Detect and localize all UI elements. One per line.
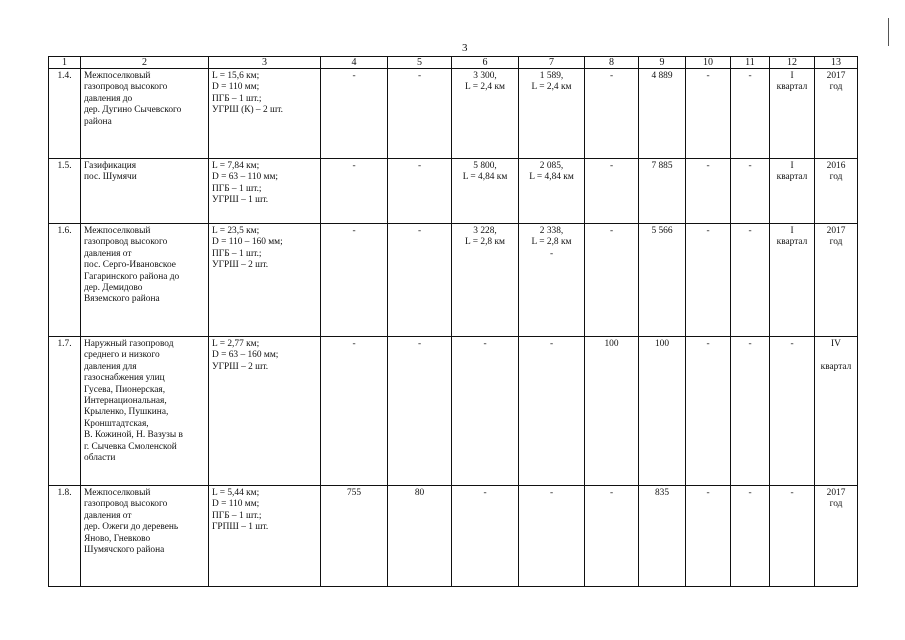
specs-cell: L = 2,77 км; D = 63 – 160 мм; УГРШ – 2 шт. — [209, 337, 321, 486]
year-cell: 2017 год — [815, 224, 858, 337]
header-row — [49, 57, 858, 69]
value-cell-11: - — [731, 159, 770, 224]
value-cell-10: - — [686, 159, 731, 224]
quarter-cell: I квартал — [770, 224, 815, 337]
row-number-cell: 1.5. — [49, 159, 81, 224]
header-cell: 4 — [321, 57, 388, 69]
total-cell: 4 889 — [639, 69, 686, 159]
object-name-cell: Наружный газопровод среднего и низкого давления для газоснабжения улиц Гусева, Пионерская, Интернациональная, Крыленко, Пушкина, Кронштадтская, В. Кожиной, Н. Вазузы в г. Сычевка Смоленской области — [81, 337, 209, 486]
header-cell: 12 — [770, 57, 815, 69]
value-cell-5: - — [388, 337, 452, 486]
value-cell-8: - — [585, 69, 639, 159]
value-cell-4: - — [321, 159, 388, 224]
total-cell: 7 885 — [639, 159, 686, 224]
quarter-cell: - — [770, 486, 815, 587]
header-cell: 6 — [452, 57, 519, 69]
value-cell-5: 80 — [388, 486, 452, 587]
value-cell-7: - — [519, 337, 585, 486]
value-cell-7: 1 589, L = 2,4 км — [519, 69, 585, 159]
header-cell: 10 — [686, 57, 731, 69]
object-name-cell: Газификация пос. Шумячи — [81, 159, 209, 224]
table-row — [49, 337, 858, 486]
value-cell-4: - — [321, 337, 388, 486]
value-cell-10: - — [686, 224, 731, 337]
header-cell: 8 — [585, 57, 639, 69]
quarter-cell: - — [770, 337, 815, 486]
value-cell-11: - — [731, 337, 770, 486]
row-number-cell: 1.8. — [49, 486, 81, 587]
data-table — [48, 56, 858, 587]
value-cell-11: - — [731, 69, 770, 159]
value-cell-10: - — [686, 486, 731, 587]
header-cell: 2 — [81, 57, 209, 69]
table-row — [49, 69, 858, 159]
value-cell-6: 3 228, L = 2,8 км — [452, 224, 519, 337]
total-cell: 100 — [639, 337, 686, 486]
value-cell-4: 755 — [321, 486, 388, 587]
row-number-cell: 1.7. — [49, 337, 81, 486]
value-cell-6: - — [452, 486, 519, 587]
value-cell-5: - — [388, 224, 452, 337]
specs-cell: L = 5,44 км; D = 110 мм; ПГБ – 1 шт.; ГРПШ – 1 шт. — [209, 486, 321, 587]
value-cell-7: - — [519, 486, 585, 587]
value-cell-5: - — [388, 159, 452, 224]
year-cell: 2017 год — [815, 69, 858, 159]
header-cell: 11 — [731, 57, 770, 69]
value-cell-11: - — [731, 486, 770, 587]
table-row — [49, 159, 858, 224]
value-cell-11: - — [731, 224, 770, 337]
header-cell: 7 — [519, 57, 585, 69]
row-number-cell: 1.4. — [49, 69, 81, 159]
value-cell-7: 2 338, L = 2,8 км - — [519, 224, 585, 337]
object-name-cell: Межпоселковый газопровод высокого давления от дер. Ожеги до деревень Яново, Гневково Шумячского района — [81, 486, 209, 587]
object-name-cell: Межпоселковый газопровод высокого давления от пос. Серго-Ивановское Гагаринского района до дер. Демидово Вяземского района — [81, 224, 209, 337]
header-cell: 9 — [639, 57, 686, 69]
year-cell: IV квартал — [815, 337, 858, 486]
page-number: 3 — [462, 42, 468, 54]
specs-cell: L = 15,6 км; D = 110 мм; ПГБ – 1 шт.; УГРШ (К) – 2 шт. — [209, 69, 321, 159]
quarter-cell: I квартал — [770, 159, 815, 224]
object-name-cell: Межпоселковый газопровод высокого давления до дер. Дугино Сычевского района — [81, 69, 209, 159]
table-row — [49, 224, 858, 337]
total-cell: 5 566 — [639, 224, 686, 337]
header-cell: 3 — [209, 57, 321, 69]
value-cell-8: - — [585, 159, 639, 224]
header-cell: 5 — [388, 57, 452, 69]
quarter-cell: I квартал — [770, 69, 815, 159]
header-cell: 13 — [815, 57, 858, 69]
value-cell-4: - — [321, 69, 388, 159]
value-cell-6: 5 800, L = 4,84 км — [452, 159, 519, 224]
header-cell: 1 — [49, 57, 81, 69]
total-cell: 835 — [639, 486, 686, 587]
row-number-cell: 1.6. — [49, 224, 81, 337]
year-cell: 2016 год — [815, 159, 858, 224]
year-cell: 2017 год — [815, 486, 858, 587]
value-cell-6: 3 300, L = 2,4 км — [452, 69, 519, 159]
edge-line — [888, 18, 889, 46]
specs-cell: L = 23,5 км; D = 110 – 160 мм; ПГБ – 1 шт.; УГРШ – 2 шт. — [209, 224, 321, 337]
value-cell-6: - — [452, 337, 519, 486]
specs-cell: L = 7,84 км; D = 63 – 110 мм; ПГБ – 1 шт.; УГРШ – 1 шт. — [209, 159, 321, 224]
value-cell-8: 100 — [585, 337, 639, 486]
value-cell-10: - — [686, 69, 731, 159]
value-cell-7: 2 085, L = 4,84 км — [519, 159, 585, 224]
value-cell-5: - — [388, 69, 452, 159]
value-cell-4: - — [321, 224, 388, 337]
value-cell-10: - — [686, 337, 731, 486]
value-cell-8: - — [585, 224, 639, 337]
value-cell-8: - — [585, 486, 639, 587]
table-row — [49, 486, 858, 587]
